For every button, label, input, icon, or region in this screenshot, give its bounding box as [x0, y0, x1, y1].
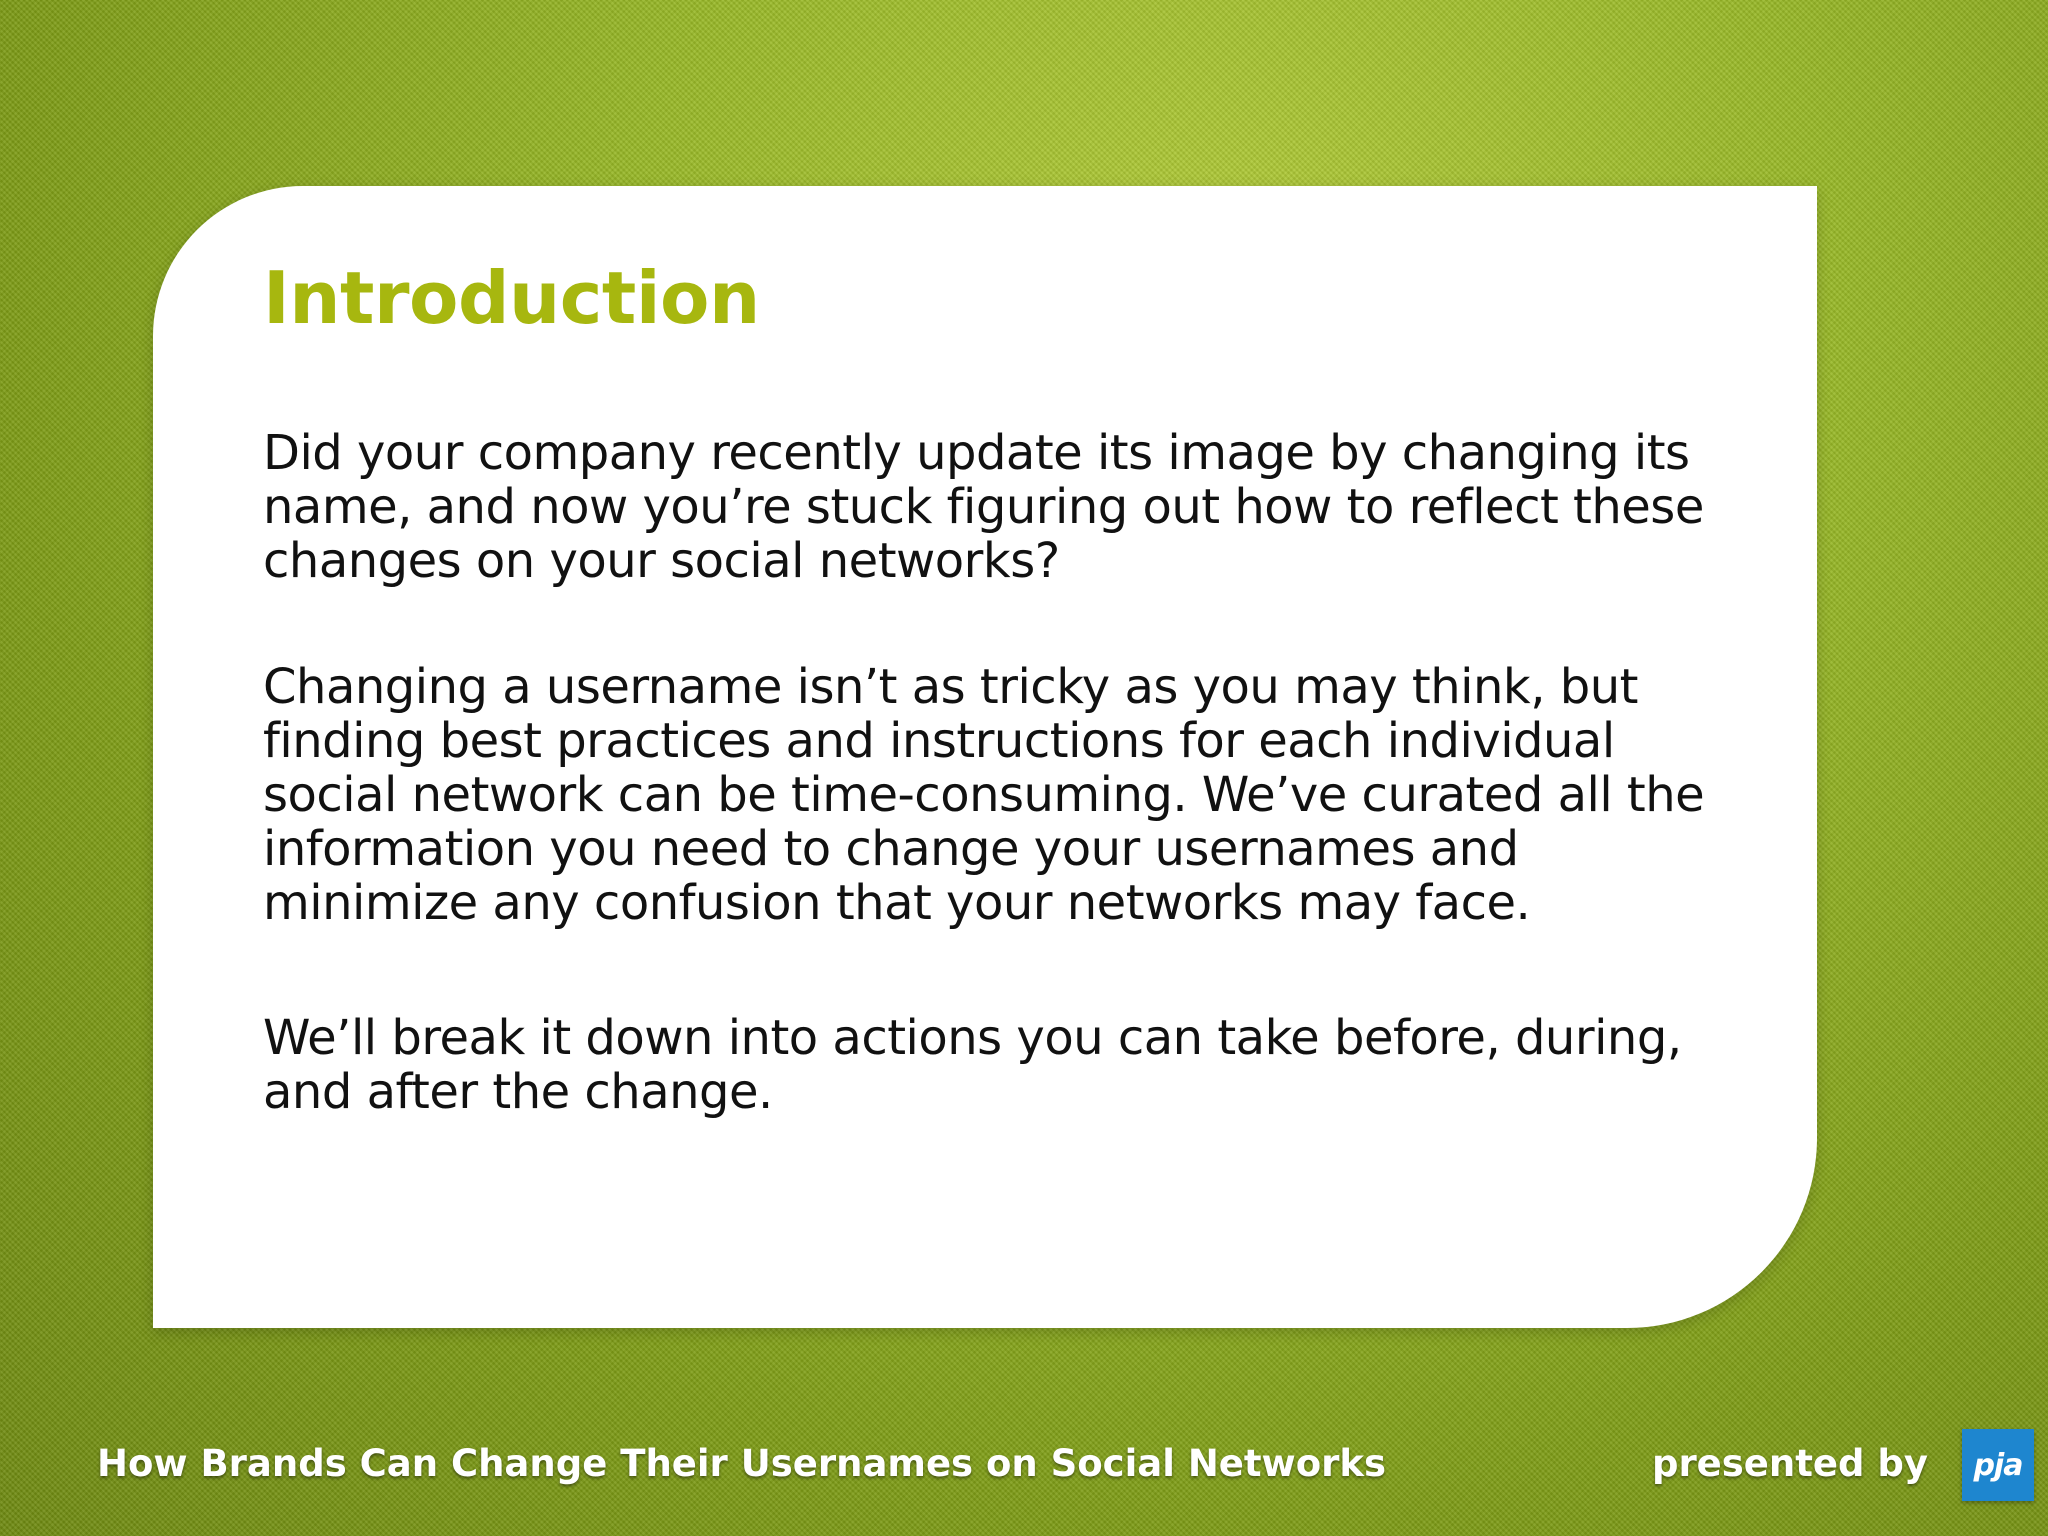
content-card: [153, 186, 1817, 1328]
card-body: [263, 426, 1743, 1119]
slide-title: Introduction: [263, 256, 760, 340]
presented-by-label: presented by: [1651, 1442, 1928, 1485]
deck-title: How Brands Can Change Their Usernames on Social Networks: [97, 1442, 1387, 1485]
pja-logo-text: pja: [1973, 1447, 2023, 1483]
intro-paragraph-1: Did your company recently update its image by changing its name, and now you’re stuck figuring out how to reflect these changes on your social networks?: [263, 425, 1704, 589]
intro-paragraph-2: Changing a username isn’t as tricky as you may think, but finding best practices and instructions for each individual social network can be time-consuming. We’ve curated all the information you need to change your usernames and minimize any confusion that your networks may face.: [263, 659, 1705, 931]
pja-logo: [1962, 1429, 2034, 1501]
slide-footer: [0, 1422, 2048, 1522]
intro-paragraph-3: We’ll break it down into actions you can take before, during, and after the change.: [263, 1010, 1682, 1120]
